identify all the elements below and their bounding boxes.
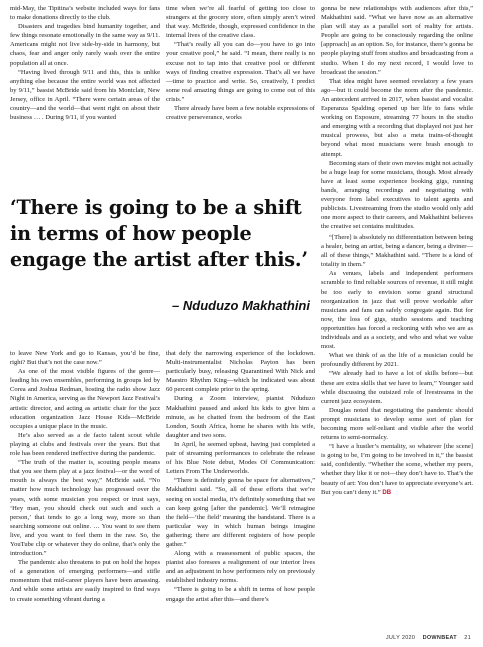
footer-separator bbox=[459, 635, 463, 641]
article-paragraph: Disasters and tragedies bind humanity together, and few things resonate emotionally in the same way as 9/11. Americans might not live side-by-side in harmony, but chaos, fear and anger only rarely wash over the entire population all at once. bbox=[10, 23, 160, 67]
article-paragraph: time when we’re all fearful of getting too close to strangers at the grocery store, often simply aren’t wired that way. McBride, though, expressed confidence in the internal lives of the creative class. bbox=[166, 5, 315, 40]
article-column-2-lower bbox=[166, 349, 315, 604]
pull-quote-attribution: – Nduduzo Makhathini bbox=[172, 298, 310, 313]
article-column-1 bbox=[10, 4, 160, 122]
article-paragraph: “There is definitely gonna be space for alternatives,” Makhathini said. “So, all of these efforts that we’re seeing on social media, it’s definitely something that we can keep going [after the pandemic]. We’ll reimagine the field—‘the field’ meaning the bandstand. There is a particular way in which human beings imagine gathering; there are different registers of how people gather.” bbox=[166, 477, 315, 548]
article-paragraph: The pandemic also threatens to put on hold the hopes of a generation of emerging performers—and stifle momentum that mid-career players have been amassing. And while some artists are easily inspired to find ways to create something vibrant during a bbox=[10, 559, 160, 603]
article-column-1-lower bbox=[10, 349, 160, 604]
pull-quote: ‘There is going to be a shift in terms of how people engage the artist after this.’ bbox=[10, 196, 308, 271]
footer-publication: DOWNBEAT bbox=[422, 635, 457, 641]
article-column-3-lower bbox=[321, 233, 473, 498]
page-footer bbox=[386, 635, 471, 641]
footer-date: JULY 2020 bbox=[385, 635, 416, 641]
article-paragraph: “The truth of the matter is, scouting people means that you see them play at a jazz festival—or the word of mouth is always the best way,” McBride said. “No matter how much technology has progressed over the years, with some musician you respect or trust says, ‘Hey man, you should check out such and such a person,’ that tends to go a long way, more so than searching someone out online. … You want to see them live, and you want to feel them in the raw. So, the YouTube clip or whatever they do online, that’s only the introduction.” bbox=[10, 459, 160, 558]
page-number: 21 bbox=[464, 635, 471, 641]
article-paragraph: gonna be new relationships with audiences after this,” Makhathini said. “What we have now as an alternative plan will stay as a parallel sort of reality for artists. People are going to be consciously regarding the online [approach] as an option. So, for instance, there’s gonna be people playing stuff from studios and broadcasting from a studio. When I do my next record, I would love to broadcast the session.” bbox=[321, 5, 473, 76]
article-paragraph: There already have been a few notable expressions of creative perseverance, works bbox=[166, 105, 315, 122]
article-paragraph: “We already had to have a lot of skills before—but these are extra skills that we have to learn,” Younger said while discussing the outsized role of livestreams in the current jazz ecosystem. bbox=[321, 370, 473, 405]
article-paragraph: During a Zoom interview, pianist Nduduzo Makhathini paused and asked his kids to give him a minute, as he chatted from the bedroom of the East London, South Africa, home he shares with his wife, daughter and two sons. bbox=[166, 395, 315, 439]
article-paragraph: to leave New York and go to Kansas, you’d be fine, right? But that’s not the case now.” bbox=[10, 350, 160, 367]
article-paragraph: mid-May, the Tipitina’s website included ways for fans to make donations directly to the club. bbox=[10, 5, 160, 22]
article-paragraph: He’s also served as a de facto talent scout while playing at clubs and festivals over the years. But that role has been rendered ineffective during the pandemic. bbox=[10, 431, 160, 458]
article-paragraph: that defy the narrowing experience of the lockdown. Multi-instrumentalist Nicholas Payton has been particularly busy, releasing Quarantined With Nick and Maestro Rhythm King—which he indicated was about 60 percent complete prior to the spring. bbox=[166, 350, 315, 394]
article-paragraph: As one of the most visible figures of the genre—leading his own ensembles, performing in groups led by Corea and Joshua Redman, hosting the radio show Jazz Night in America, serving as the Newport Jazz Festival’s artistic director, and acting as artistic chair for the jazz education organization Jazz House Kids—McBride occupies a unique place in the music. bbox=[10, 368, 160, 430]
article-paragraph: “I have a hustler’s mentality, so whatever [the scene] is going to be, I’m going to be involved in it,” the bassist said, confidently. “Whether the scene, whether my peers, whether they like it or not—they don’t have to. That’s the beauty of art: You don’t have to appreciate everyone’s art. But you can’t deny it.” DB bbox=[321, 443, 473, 496]
article-paragraph: Along with a reassessment of public spaces, the pianist also foresees a realignment of our interior lives and an adjustment in how performers rely on previously established industry norms. bbox=[166, 550, 315, 585]
article-paragraph: “[There] is absolutely no differentiation between being a healer, being an artist, being a dancer, being a diviner—all of these things,” Makhathini said. “There is a kind of totality in them.” bbox=[321, 234, 473, 269]
footer-separator bbox=[417, 635, 421, 641]
article-paragraph: As venues, labels and independent performers scramble to find reliable sources of revenue, it still might be too early to envision some grand structural reorganization in jazz that will prove workable after musicians and fans can safely congregate again. But for now, the loss of gigs, studio sessions and teaching opportunities has forced a reckoning with who we are as individuals and as a society, and who and what we value most. bbox=[321, 270, 473, 351]
article-paragraph: That idea might have seemed revelatory a few years ago—but it could become the norm after the pandemic. An antecedent arrived in 2017, when bassist and vocalist Esperanza Spalding opened up her life to fans while working on Exposure, streaming 77 hours in the studio and emerging with a recording that displayed not just her musical prowess, but also a meta trains-of-thought beyond what most musicians were brash enough to attempt. bbox=[321, 77, 473, 158]
article-paragraph: Douglas noted that negotiating the pandemic should prompt musicians to develop some sort of plan for becoming more self-reliant and visible after the world returns to semi-normalcy. bbox=[321, 406, 473, 442]
end-mark: DB bbox=[380, 489, 392, 496]
article-column-3 bbox=[321, 4, 473, 231]
article-column-2 bbox=[166, 4, 315, 122]
article-paragraph: Becoming stars of their own movies might not actually be a huge leap for some musicians, though. Most already have at least some experience booking gigs, running bands, arranging recordings and negotiating with everyone from label executives to talent agents and publicists. Livestreaming from the studio would only add one more aspect to their careers, and Makhathini believes the creative set contains multitudes. bbox=[321, 159, 474, 231]
article-paragraph: “There is going to be a shift in terms of how people engage the artist after this—and there’s bbox=[166, 586, 315, 603]
article-paragraph: “Having lived through 9/11 and this, this is unlike anything else because the entire world was not affected by 9/11,” bassist McBride said from his Montclair, New Jersey, office in April. “There were certain areas of the country—and the world—that went right on about their business … . During 9/11, if you wanted bbox=[10, 68, 160, 122]
article-paragraph: “That’s really all you can do—you have to go into your creative pool,” he said. “I mean, there really is no excuse not to tap into that creative pool or different ways of finding creative expression. That’s all we have—time to practice and write. So, creatively, I predict some real amazing things are going to come out of this crisis.” bbox=[166, 41, 315, 103]
article-paragraph: What we think of as the life of a musician could be profoundly different by 2021. bbox=[321, 352, 473, 369]
article-paragraph: In April, he seemed upbeat, having just completed a pair of streaming performances to celebrate the release of his Blue Note debut, Modes Of Communication: Letters From The Underworlds. bbox=[166, 440, 315, 476]
